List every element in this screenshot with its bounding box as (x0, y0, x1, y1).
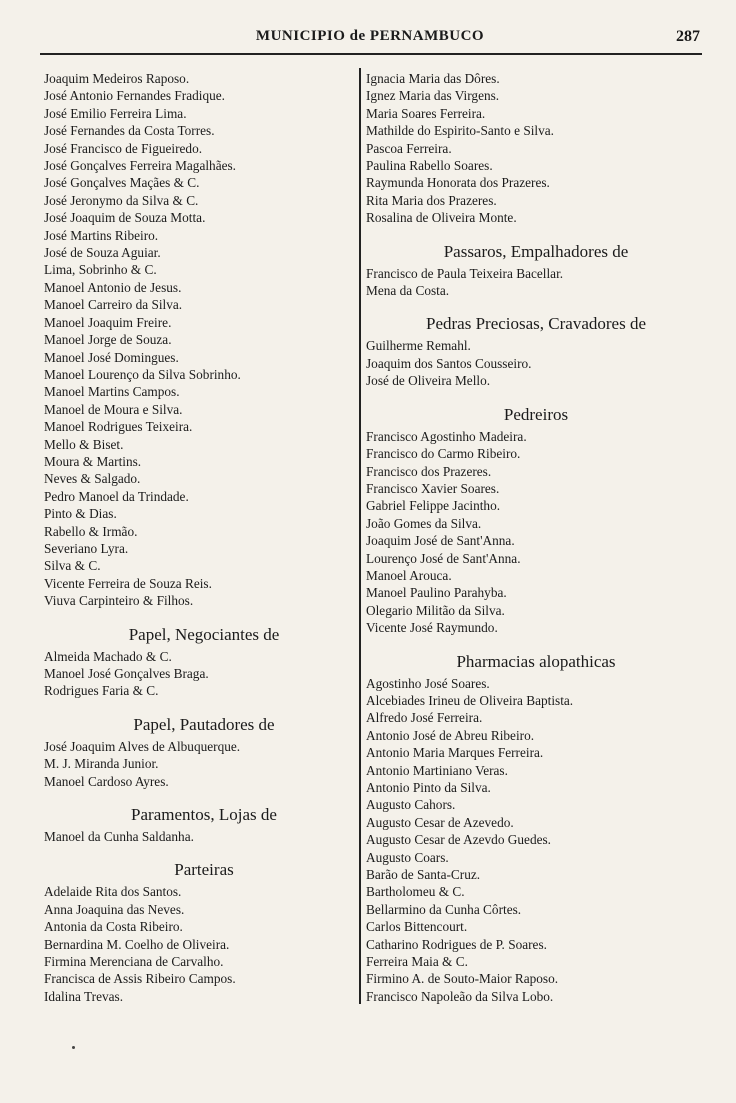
directory-entry: José Antonio Fernandes Fradique. (44, 88, 225, 104)
directory-entry: Firmina Merenciana de Carvalho. (44, 954, 224, 970)
directory-entry: Antonio Pinto da Silva. (366, 780, 491, 795)
section-heading-paramentos-lojas-de: Paramentos, Lojas de (131, 805, 277, 825)
print-speck (72, 1046, 75, 1049)
directory-entry: Silva & C. (44, 558, 101, 574)
directory-entry: José Francisco de Figueiredo. (44, 140, 203, 156)
directory-entry: Carlos Bittencourt. (366, 919, 468, 935)
directory-entry: José Gonçalves Ferreira Magalhães. (44, 158, 236, 174)
directory-entry: Augusto Coars. (366, 849, 449, 865)
header-rule (40, 53, 702, 55)
directory-entry: Vicente Ferreira de Souza Reis. (44, 575, 212, 591)
directory-entry: José Martins Ribeiro. (44, 227, 159, 243)
section-heading-parteiras: Parteiras (174, 860, 234, 880)
section-heading-passaros-empalhadores-de: Passaros, Empalhadores de (443, 241, 629, 261)
directory-entry: Antonio Martiniano Veras. (366, 762, 508, 778)
directory-entry: João Gomes da Silva. (366, 515, 482, 531)
directory-entry: Manoel Antonio de Jesus. (44, 279, 182, 295)
directory-entry: José Gonçalves Maçães & C. (44, 175, 200, 191)
directory-entry: Vicente José Raymundo. (366, 620, 498, 636)
directory-entry: Manoel Lourenço da Silva Sobrinho. (44, 366, 241, 382)
directory-entry: Lima, Sobrinho & C. (44, 262, 157, 278)
section-heading-pedras-preciosas-cravadores-de: Pedras Preciosas, Cravadores de (426, 314, 646, 334)
directory-entry: M. J. Miranda Junior. (44, 756, 159, 772)
directory-entry: Lourenço José de Sant'Anna. (366, 550, 521, 566)
directory-entry: Joaquim Medeiros Raposo. (44, 71, 190, 86)
directory-entry: Antonia da Costa Ribeiro. (44, 919, 183, 935)
directory-entry: Ferreira Maia & C. (366, 954, 468, 970)
directory-entry: Augusto Cesar de Azevedo. (366, 814, 514, 830)
directory-entry: José de Souza Aguiar. (44, 245, 161, 261)
directory-entry: José Joaquim de Souza Motta. (44, 210, 206, 226)
directory-entry: Francisco Xavier Soares. (366, 480, 500, 496)
directory-entry: Augusto Cesar de Azevdo Guedes. (366, 832, 552, 848)
directory-entry: Mello & Biset. (44, 436, 124, 452)
directory-entry: Neves & Salgado. (44, 471, 141, 487)
directory-entry: Manoel Paulino Parahyba. (366, 585, 507, 601)
directory-entry: Idalina Trevas. (44, 988, 124, 1004)
directory-entry: Bartholomeu & C. (366, 884, 465, 900)
directory-entry: Moura & Martins. (44, 453, 142, 469)
directory-entry: Rita Maria dos Prazeres. (366, 192, 497, 208)
directory-entry: Pascoa Ferreira. (366, 140, 452, 156)
directory-entry: Maria Soares Ferreira. (366, 105, 486, 121)
directory-entry: Pedro Manoel da Trindade. (44, 488, 189, 504)
directory-entry: Joaquim dos Santos Cousseiro. (366, 355, 532, 371)
directory-entry: Manoel Rodrigues Teixeira. (44, 419, 193, 435)
directory-entry: Ignacia Maria das Dôres. (366, 71, 500, 86)
directory-entry: Manoel da Cunha Saldanha. (44, 829, 194, 845)
directory-entry: Francisco Napoleão da Silva Lobo. (366, 988, 554, 1004)
directory-entry: Manoel Joaquim Freire. (44, 314, 172, 330)
directory-entry: Rosalina de Oliveira Monte. (366, 210, 517, 226)
directory-entry: Firmino A. de Souto-Maior Raposo. (366, 971, 559, 987)
directory-entry: Manoel José Domingues. (44, 349, 179, 365)
directory-entry: Antonio José de Abreu Ribeiro. (366, 727, 535, 743)
directory-entry: Guilherme Remahl. (366, 338, 471, 354)
directory-entry: José Joaquim Alves de Albuquerque. (44, 738, 241, 754)
directory-entry: Catharino Rodrigues de P. Soares. (366, 936, 547, 952)
directory-entry: Pinto & Dias. (44, 506, 117, 522)
directory-entry: Manoel José Gonçalves Braga. (44, 666, 209, 681)
directory-entry: Manoel Cardoso Ayres. (44, 773, 169, 789)
directory-entry: Francisco Agostinho Madeira. (366, 428, 527, 444)
directory-entry: Augusto Cahors. (366, 797, 456, 813)
directory-entry: José Emilio Ferreira Lima. (44, 105, 187, 121)
directory-entry: Manoel Arouca. (366, 567, 452, 583)
directory-entry: Antonio Maria Marques Ferreira. (366, 745, 544, 761)
section-heading-pedreiros: Pedreiros (503, 404, 569, 424)
directory-entry: Joaquim José de Sant'Anna. (366, 533, 515, 549)
directory-entry: Barão de Santa-Cruz. (366, 867, 481, 883)
directory-entry: Francisca de Assis Ribeiro Campos. (44, 971, 236, 987)
section-heading-papel-pautadores-de: Papel, Pautadores de (133, 714, 275, 734)
page-header (40, 26, 700, 52)
directory-entry: José Fernandes da Costa Torres. (44, 123, 215, 139)
directory-entry: Almeida Machado & C. (44, 648, 172, 664)
directory-entry: Adelaide Rita dos Santos. (44, 884, 182, 900)
directory-entry: Manoel Martins Campos. (44, 384, 180, 400)
directory-entry: Manoel Jorge de Souza. (44, 332, 172, 348)
directory-entry: Manoel Carreiro da Silva. (44, 297, 183, 313)
directory-entry: Rabello & Irmão. (44, 523, 138, 539)
directory-entry: Severiano Lyra. (44, 540, 129, 556)
running-title: MUNICIPIO de PERNAMBUCO (255, 28, 485, 44)
directory-entry: Rodrigues Faria & C. (44, 683, 159, 699)
column-divider (359, 68, 361, 1004)
directory-entry: Ignez Maria das Virgens. (366, 88, 500, 104)
directory-entry: Francisco do Carmo Ribeiro. (366, 446, 521, 462)
directory-entry: Alcebiades Irineu de Oliveira Baptista. (366, 692, 574, 708)
directory-entry: Francisco de Paula Teixeira Bacellar. (366, 265, 564, 281)
directory-entry: Gabriel Felippe Jacintho. (366, 498, 501, 514)
directory-entry: Anna Joaquina das Neves. (44, 901, 185, 917)
directory-entry: José de Oliveira Mello. (366, 373, 491, 389)
directory-entry: Bellarmino da Cunha Côrtes. (366, 901, 522, 917)
directory-entry: Bernardina M. Coelho de Oliveira. (44, 936, 230, 952)
directory-entry: José Jeronymo da Silva & C. (44, 192, 199, 208)
directory-entry: Viuva Carpinteiro & Filhos. (44, 593, 194, 609)
directory-entry: Mena da Costa. (366, 283, 450, 299)
directory-entry: Agostinho José Soares. (366, 675, 490, 691)
directory-entry: Alfredo José Ferreira. (366, 710, 483, 726)
directory-entry: Raymunda Honorata dos Prazeres. (366, 175, 550, 191)
right-column (366, 70, 706, 1005)
page-number: 287 (676, 28, 700, 45)
left-column (44, 70, 364, 1005)
directory-entry: Paulina Rabello Soares. (366, 158, 493, 174)
directory-entry: Francisco dos Prazeres. (366, 463, 492, 479)
directory-entry: Olegario Militão da Silva. (366, 602, 505, 618)
section-heading-pharmacias-alopathicas: Pharmacias alopathicas (456, 651, 616, 671)
directory-entry: Mathilde do Espirito-Santo e Silva. (366, 123, 554, 139)
section-heading-papel-negociantes-de: Papel, Negociantes de (128, 624, 280, 644)
directory-entry: Manoel de Moura e Silva. (44, 401, 183, 417)
